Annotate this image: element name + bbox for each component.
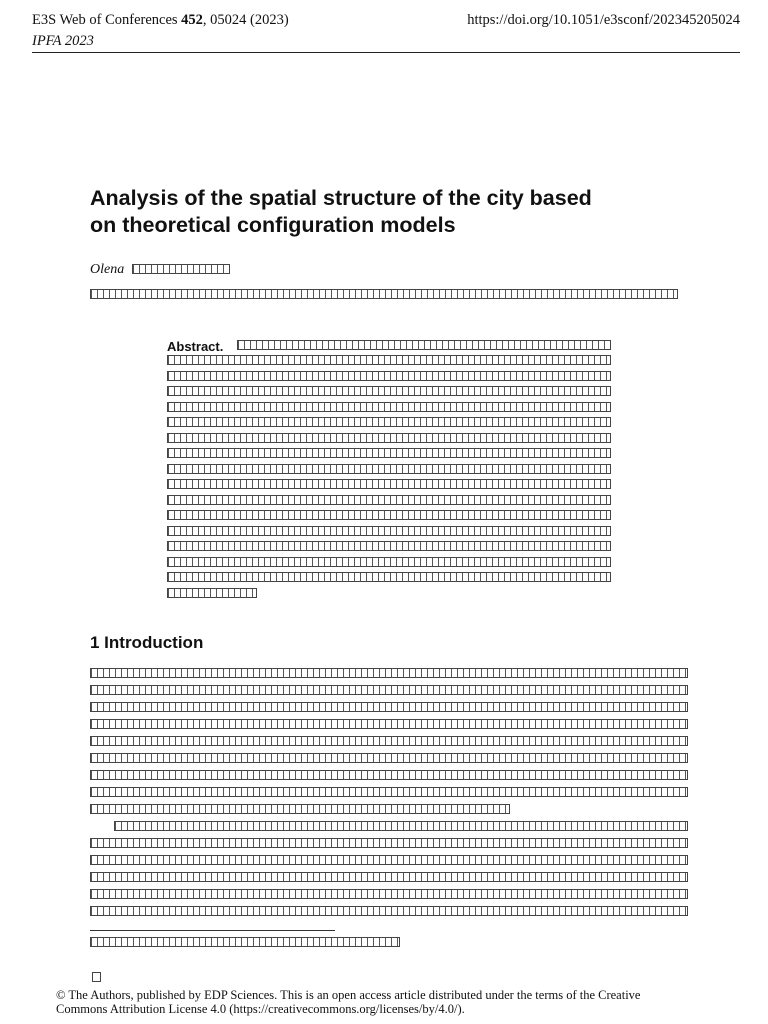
affiliation-line [90, 289, 678, 299]
abstract-line [167, 526, 611, 536]
abstract-line [167, 386, 611, 396]
body-line [90, 668, 688, 678]
abstract-line [167, 417, 611, 427]
conference-name: IPFA 2023 [32, 33, 94, 49]
paper-title [90, 185, 710, 239]
running-header [32, 12, 289, 49]
title-line: Analysis of the spatial structure of the city based [90, 186, 592, 210]
title-line: on theoretical configuration models [90, 213, 456, 237]
abstract-line [167, 510, 611, 520]
abstract-line [167, 479, 611, 489]
author-name: Olena [90, 262, 125, 277]
abstract-line [167, 402, 611, 412]
abstract-line [167, 495, 611, 505]
abstract-label: Abstract. [167, 339, 224, 354]
abstract-line [167, 588, 257, 598]
abstract-line [167, 541, 611, 551]
license-line: © The Authors, published by EDP Sciences. This is an open access article distributed under the terms of the Creative [56, 988, 641, 1002]
abstract-line [167, 464, 611, 474]
abstract-line [167, 557, 611, 567]
abstract-line [167, 433, 611, 443]
footnote-line [90, 937, 400, 947]
body-line [90, 770, 688, 780]
author-surname-garbled [132, 264, 230, 274]
abstract-line [167, 371, 611, 381]
license-notice [56, 988, 716, 1016]
body-line [90, 685, 688, 695]
abstract-line [167, 448, 611, 458]
body-line [90, 719, 688, 729]
publication-year: (2023) [250, 12, 289, 28]
body-line [90, 855, 688, 865]
body-line [90, 787, 688, 797]
journal-name: E3S Web of Conferences [32, 12, 178, 28]
license-line: Commons Attribution License 4.0 (https://creativecommons.org/licenses/by/4.0/). [56, 1002, 465, 1016]
page-marker [92, 972, 101, 982]
body-line [90, 804, 510, 814]
author-line [90, 262, 230, 278]
article-number: , 05024 [202, 12, 247, 28]
affiliation [90, 289, 680, 300]
abstract-line [237, 340, 611, 350]
body-line [90, 906, 688, 916]
body-line [114, 821, 688, 831]
body-line [90, 889, 688, 899]
section-heading: 1 Introduction [90, 633, 204, 652]
body-line [90, 736, 688, 746]
body-line [90, 702, 688, 712]
body-line [90, 872, 688, 882]
body-line [90, 838, 688, 848]
doi-link[interactable]: https://doi.org/10.1051/e3sconf/202345205024 [467, 12, 740, 28]
body-line [90, 753, 688, 763]
abstract-line [167, 355, 611, 365]
footnote-rule [90, 930, 335, 931]
abstract-line [167, 572, 611, 582]
header-rule [32, 52, 740, 53]
volume-number: 452 [181, 12, 203, 28]
